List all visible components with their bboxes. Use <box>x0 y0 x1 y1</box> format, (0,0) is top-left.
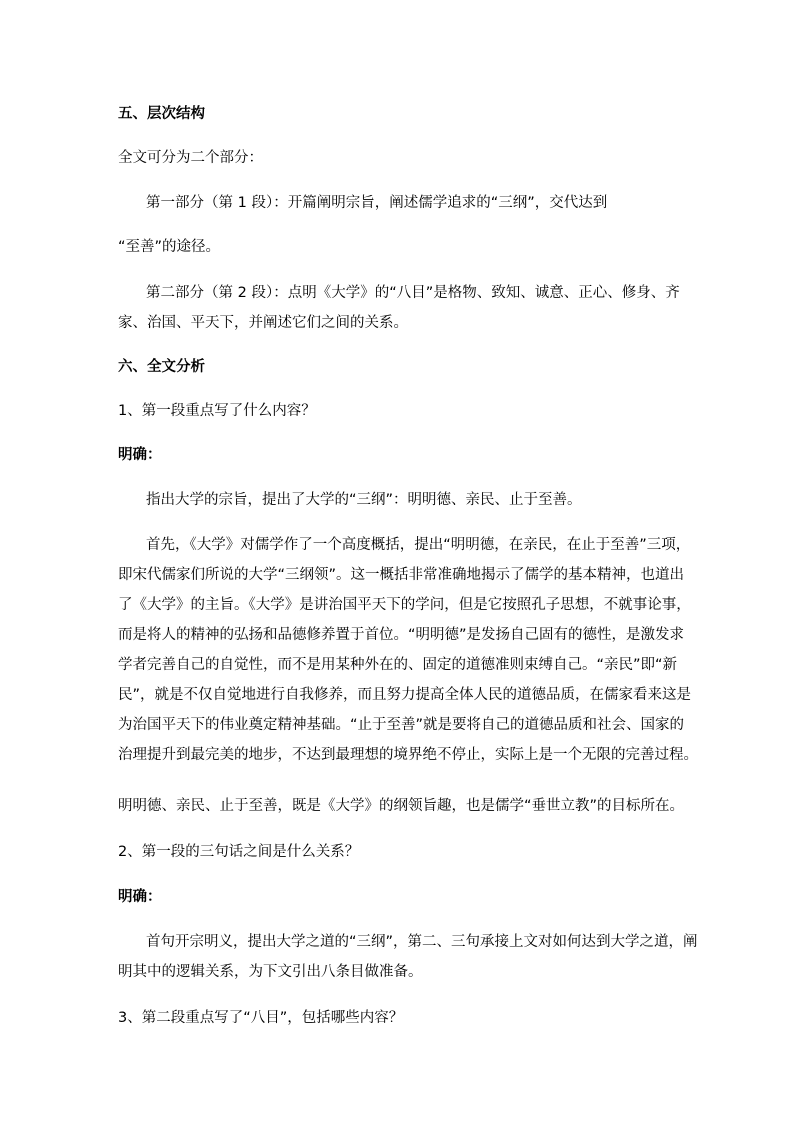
paragraph-part1-line2: “至善”的途径。 <box>118 239 221 255</box>
answer-1-summary: 指出大学的宗旨，提出了大学的“三纲”：明明德、亲民、止于至善。 <box>146 492 582 508</box>
answer-2-line1: 首句开宗明义，提出大学之道的“三纲”，第二、三句承接上文对如何达到大学之道，阐 <box>146 934 698 950</box>
answer-2-line2: 明其中的逻辑关系，为下文引出八条目做准备。 <box>118 964 423 980</box>
question-3: 3、第二段重点写了“八目”，包括哪些内容？ <box>118 1010 404 1026</box>
answer-1-paragraph-line5: 学者完善自己的自觉性，而不是用某种外在的、固定的道德准则束缚自己。“亲民”即“新 <box>118 657 678 673</box>
answer-1-paragraph-line8: 治理提升到最完美的地步，不达到最理想的境界绝不停止，实际上是一个无限的完善过程。 <box>118 747 698 763</box>
answer-1-paragraph-line3: 了《大学》的主旨。《大学》是讲治国平天下的学问，但是它按照孔子思想，不就事论事， <box>118 597 691 613</box>
answer-1-paragraph-line2: 即宋代儒家们所说的大学“三纲领”。这一概括非常准确地揭示了儒学的基本精神，也道出 <box>118 567 685 583</box>
answer-1-paragraph-line4: 而是将人的精神的弘扬和品德修养置于首位。“明明德”是发扬自己固有的德性，是激发求 <box>118 627 685 643</box>
paragraph-part2-line2: 家、治国、平天下，并阐述它们之间的关系。 <box>118 315 408 331</box>
answer-label-1: 明确： <box>118 447 162 463</box>
answer-1-paragraph-line7: 为治国平天下的伟业奠定精神基础。“止于至善”就是要将自己的道德品质和社会、国家的 <box>118 717 685 733</box>
answer-label-2: 明确： <box>118 889 162 905</box>
question-1: 1、第一段重点写了什么内容？ <box>118 403 316 419</box>
paragraph-part1-line1: 第一部分（第 1 段）：开篇阐明宗旨，阐述儒学追求的“三纲”，交代达到 <box>146 195 608 211</box>
paragraph-part2-line1: 第二部分（第 2 段）：点明《大学》的“八目”是格物、致知、诚意、正心、修身、齐 <box>146 285 680 301</box>
section-heading-6: 六、全文分析 <box>118 359 205 375</box>
paragraph-intro: 全文可分为二个部分： <box>118 150 263 166</box>
answer-1-paragraph-line1: 首先，《大学》对儒学作了一个高度概括，提出“明明德，在亲民，在止于至善”三项， <box>146 537 691 553</box>
question-2: 2、第一段的三句话之间是什么关系？ <box>118 844 360 860</box>
answer-1-paragraph-line6: 民”，就是不仅自觉地进行自我修养，而且努力提高全体人民的道德品质，在儒家看来这是 <box>118 687 692 703</box>
answer-1-conclusion: 明明德、亲民、止于至善，既是《大学》的纲领旨趣，也是儒学“垂世立教”的目标所在。 <box>118 798 685 814</box>
section-heading-5: 五、层次结构 <box>118 106 205 122</box>
